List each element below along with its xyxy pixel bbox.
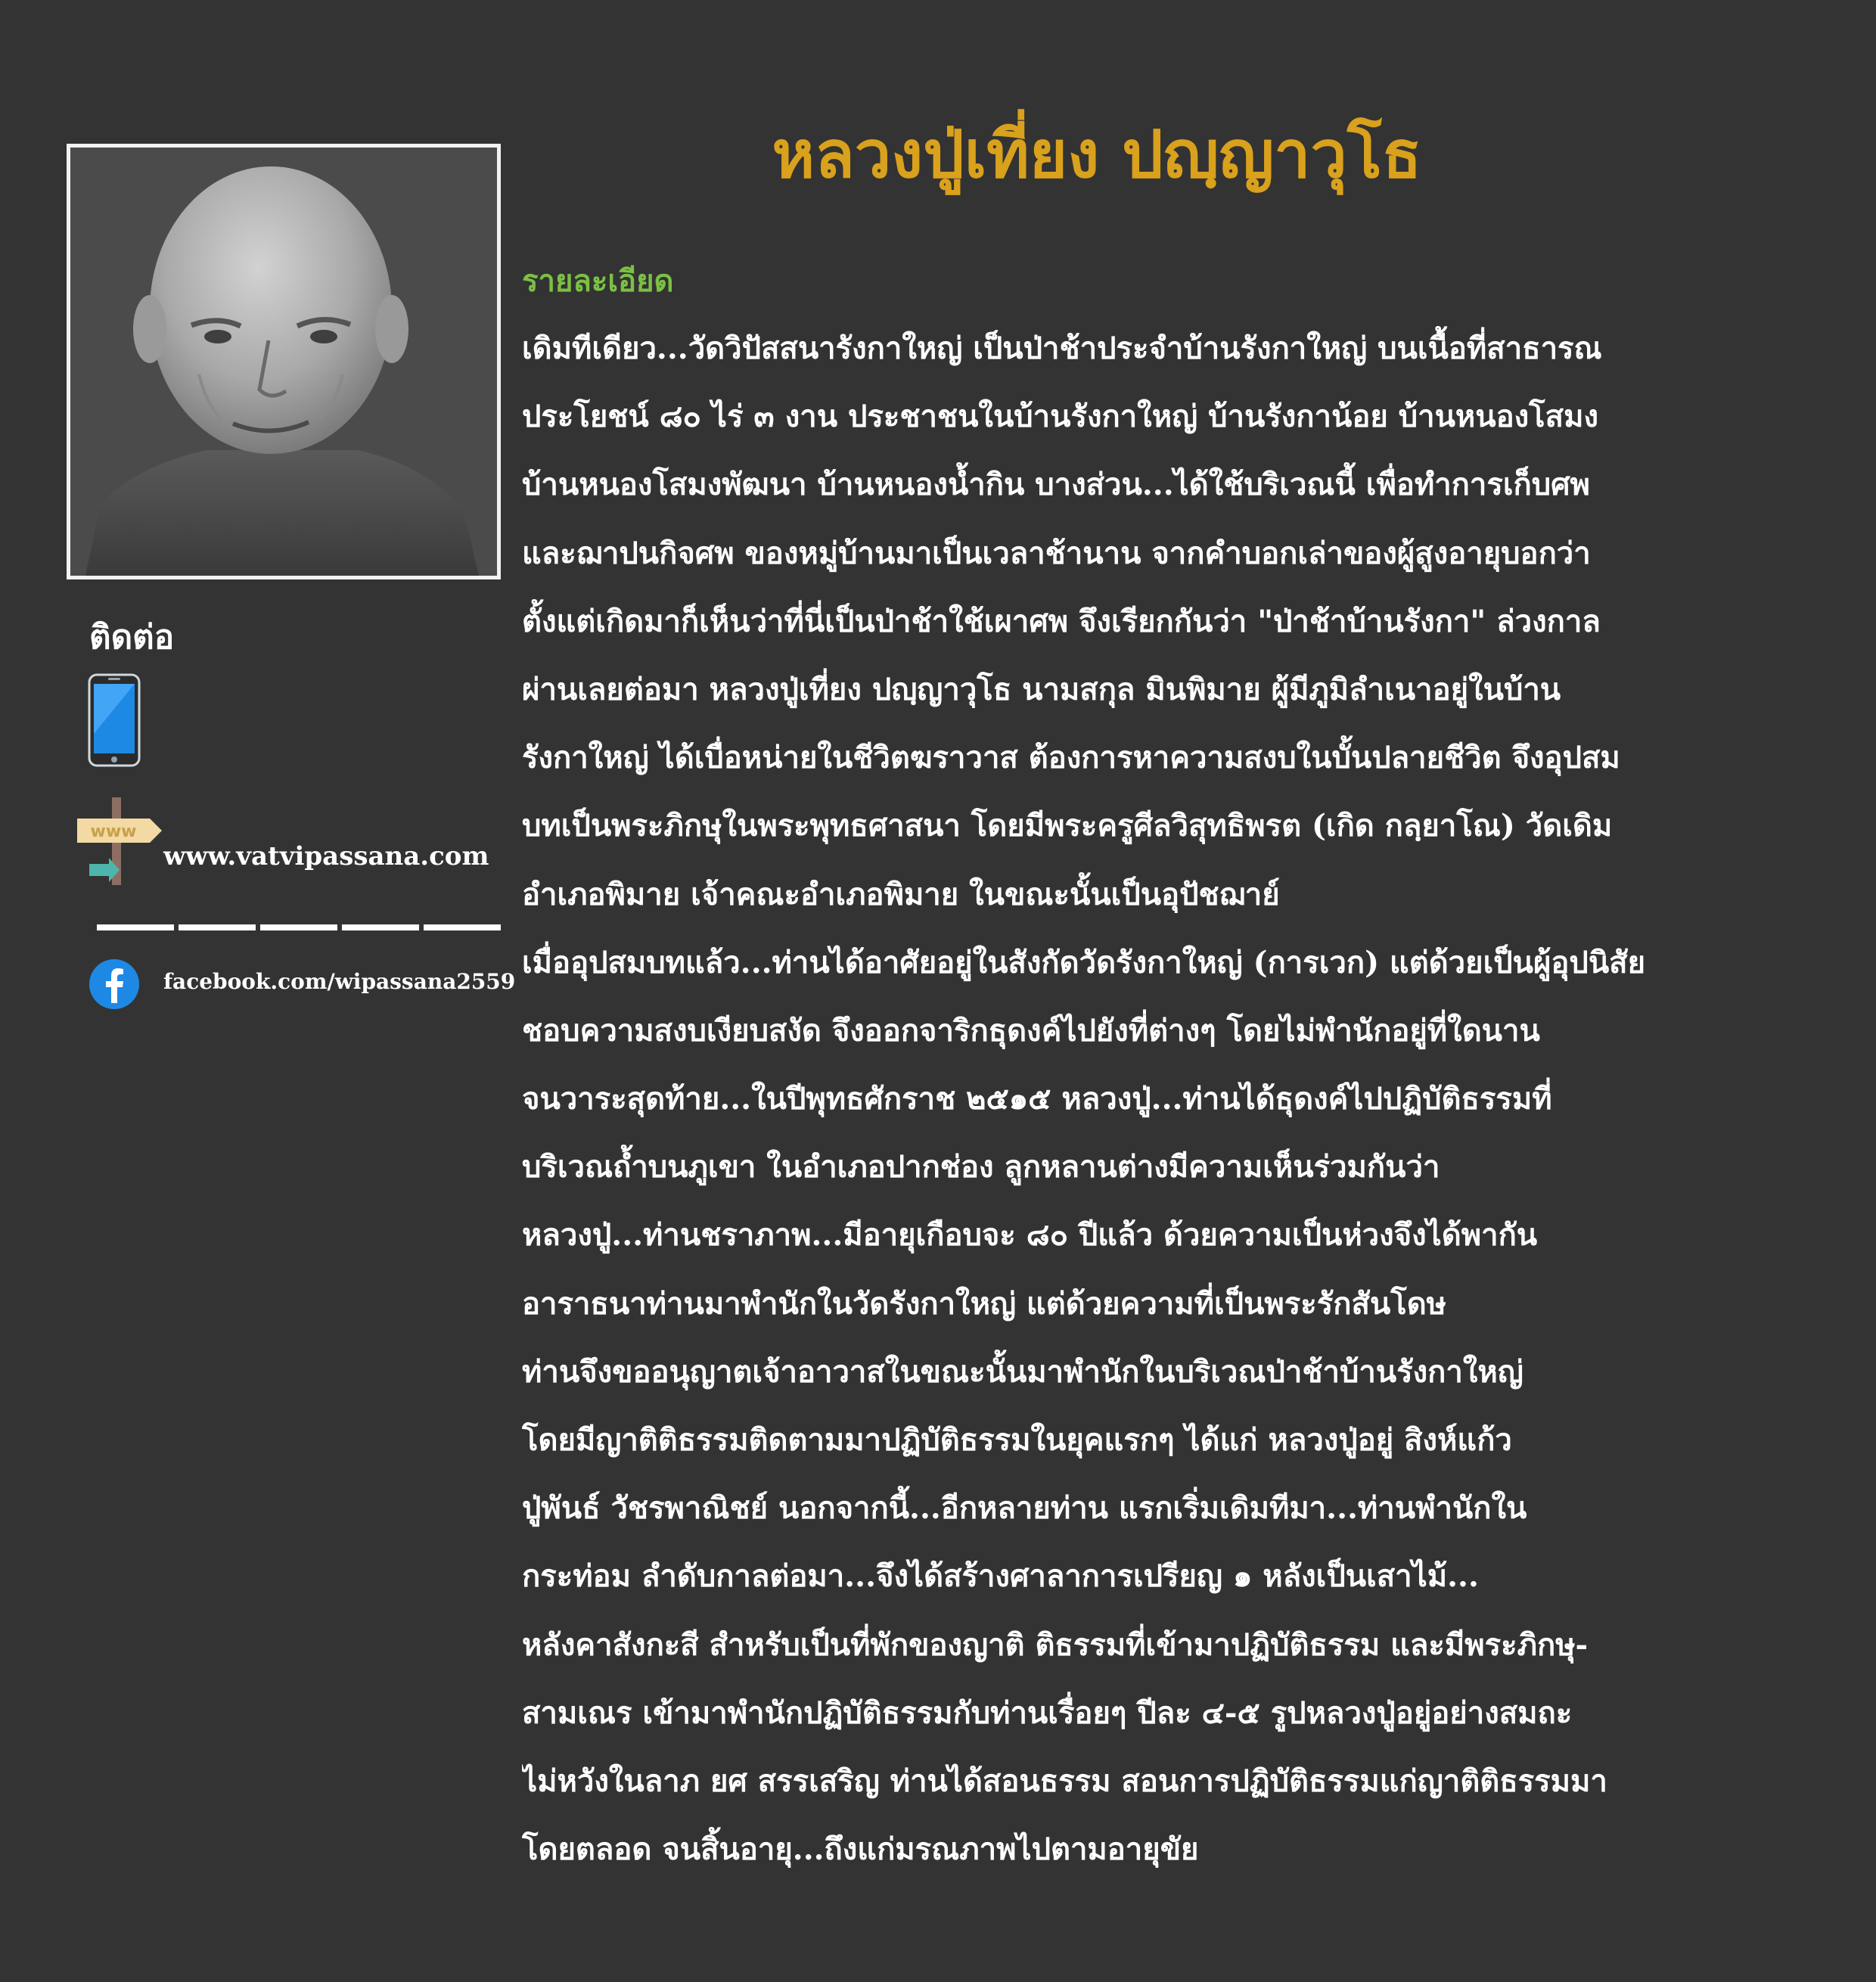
- www-signpost-icon[interactable]: [74, 796, 165, 890]
- text-line: เดิมทีเดียว...วัดวิปัสสนารังกาใหญ่ เป็นป่าช้าประจำบ้านรังกาใหญ่ บนเนื้อที่สาธารณ: [522, 331, 1602, 366]
- text-line: บริเวณถ้ำบนภูเขา ในอำเภอปากช่อง ลูกหลานต่างมีความเห็นร่วมกันว่า: [522, 1149, 1440, 1185]
- text-line: ประโยชน์ ๘๐ ไร่ ๓ งาน ประชาชนในบ้านรังกาใหญ่ บ้านรังกาน้อย บ้านหนองโสมง: [522, 399, 1598, 435]
- text-line: อำเภอพิมาย เจ้าคณะอำเภอพิมาย ในขณะนั้นเป็นอุปัชฌาย์: [522, 876, 1280, 912]
- text-line: และฌาปนกิจศพ ของหมู่บ้านมาเป็นเวลาช้านาน จากคำบอกเล่าของผู้สูงอายุบอกว่า: [522, 535, 1591, 571]
- text-line: สามเณร เข้ามาพำนักปฏิบัติธรรมกับท่านเรื่อยๆ ปีละ ๔-๕ รูปหลวงปู่อยู่อย่างสมถะ: [522, 1695, 1573, 1731]
- text-line: อาราธนาท่านมาพำนักในวัดรังกาใหญ่ แต่ด้วยความที่เป็นพระรักสันโดษ: [522, 1285, 1447, 1322]
- text-line: รังกาใหญ่ ได้เบื่อหน่ายในชีวิตฆราวาส ต้องการหาความสงบในบั้นปลายชีวิต จึงอุปสม: [522, 740, 1620, 776]
- text-line: ผ่านเลยต่อมา หลวงปู่เที่ยง ปญฺญาวุโธ นามสกุล มินพิมาย ผู้มีภูมิลำเนาอยู่ในบ้าน: [522, 671, 1561, 707]
- text-line: ไม่หวังในลาภ ยศ สรรเสริญ ท่านได้สอนธรรม สอนการปฏิบัติธรรมแก่ญาติติธรรมมา: [522, 1763, 1607, 1799]
- detail-heading: รายละเอียด: [522, 263, 674, 299]
- website-link[interactable]: www.vatvipassana.com: [163, 841, 489, 871]
- text-line: ตั้งแต่เกิดมาก็เห็นว่าที่นี่เป็นป่าช้าใช้เผาศพ จึงเรียกกันว่า "ป่าช้าบ้านรังกา" ล่วงกาล: [522, 603, 1601, 639]
- divider: [97, 924, 502, 930]
- text-line: โดยตลอด จนสิ้นอายุ...ถึงแก่มรณภาพไปตามอายุขัย: [522, 1831, 1199, 1868]
- text-line: หลวงปู่...ท่านชราภาพ...มีอายุเกือบจะ ๘๐ ปีแล้ว ด้วยความเป็นห่วงจึงได้พากัน: [522, 1217, 1538, 1254]
- text-line: ปู่พันธ์ วัชรพาณิชย์ นอกจากนี้...อีกหลายท่าน แรกเริ่มเดิมทีมา...ท่านพำนักใน: [522, 1490, 1527, 1527]
- text-line: เมื่ออุปสมบทแล้ว...ท่านได้อาศัยอยู่ในสังกัดวัดรังกาใหญ่ (การเวก) แต่ด้วยเป็นผู้อุปนิสัย: [522, 944, 1646, 980]
- text-line: โดยมีญาติติธรรมติดตามมาปฏิบัติธรรมในยุคแรกๆ ได้แก่ หลวงปู่อยู่ สิงห์แก้ว: [522, 1422, 1512, 1458]
- phone-icon[interactable]: [88, 673, 141, 770]
- contact-label: ติดต่อ: [89, 618, 175, 657]
- text-line: ชอบความสงบเงียบสงัด จึงออกจาริกธุดงค์ไปยังที่ต่างๆ โดยไม่พำนักอยู่ที่ใดนาน: [522, 1012, 1540, 1048]
- portrait-image: [70, 148, 497, 576]
- history-text: [522, 315, 1831, 1884]
- www-sign-label: www: [90, 822, 137, 841]
- text-line: ท่านจึงขออนุญาตเจ้าอาวาสในขณะนั้นมาพำนักในบริเวณป่าช้าบ้านรังกาใหญ่: [522, 1353, 1523, 1390]
- text-line: กระท่อม ลำดับกาลต่อมา...จึงได้สร้างศาลาการเปรียญ ๑ หลังเป็นเสาไม้...: [522, 1558, 1479, 1595]
- text-line: บทเป็นพระภิกษุในพระพุทธศาสนา โดยมีพระครูศีลวิสุทธิพรต (เกิด กลฺยาโณ) วัดเดิม: [522, 808, 1613, 844]
- page-title: หลวงปู่เที่ยง ปญฺญาวุโธ: [772, 116, 1422, 193]
- monk-portrait-photo: [67, 144, 501, 579]
- facebook-icon[interactable]: [88, 958, 141, 1014]
- facebook-link[interactable]: facebook.com/wipassana2559: [163, 969, 516, 994]
- text-line: บ้านหนองโสมงพัฒนา บ้านหนองน้ำกิน บางส่วน...ได้ใช้บริเวณนี้ เพื่อทำการเก็บศพ: [522, 467, 1590, 503]
- text-line: จนวาระสุดท้าย...ในปีพุทธศักราช ๒๕๑๕ หลวงปู่...ท่านได้ธุดงค์ไปปฏิบัติธรรมที่: [522, 1081, 1552, 1117]
- text-line: หลังคาสังกะสี สำหรับเป็นที่พักของญาติ ติธรรมที่เข้ามาปฏิบัติธรรม และมีพระภิกษุ-: [522, 1626, 1589, 1663]
